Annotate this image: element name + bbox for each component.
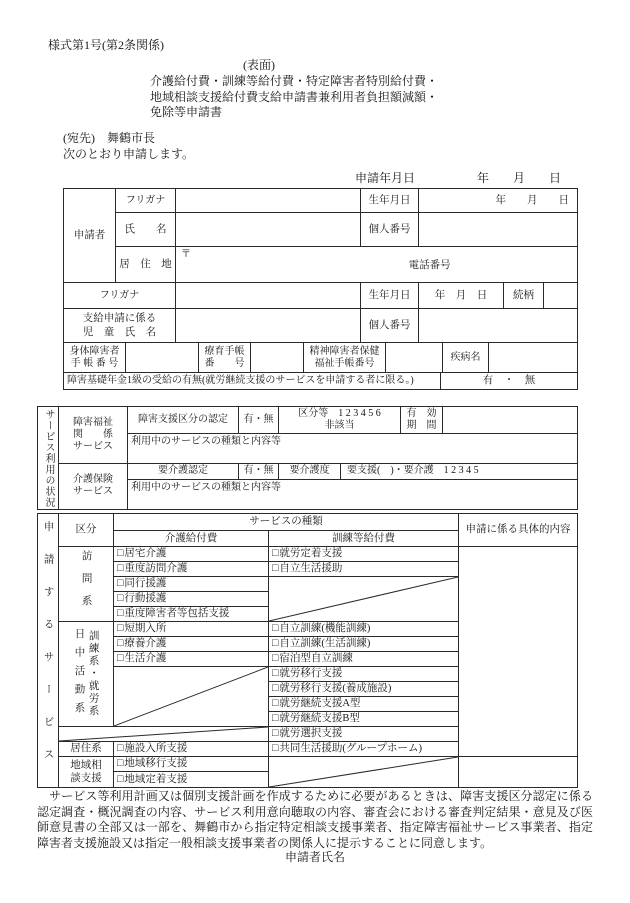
child-furigana-label: フリガナ	[64, 283, 176, 309]
application-date-label: 申請年月日	[355, 171, 416, 185]
checkbox-icon: □	[117, 548, 124, 560]
service-item[interactable]: □ 就労移行支援(養成施設)	[269, 682, 459, 697]
kunren-header: 訓練等給付費	[269, 531, 459, 547]
intro-text: 次のとおり申請します。	[63, 147, 195, 161]
disease-field[interactable]	[489, 343, 577, 372]
checkbox-icon: □	[272, 548, 279, 560]
checkbox-icon: □	[272, 728, 279, 740]
phone-label: 電話番号	[408, 260, 451, 271]
welfare-services-label: 障害福祉 関 係 サービス	[59, 407, 128, 463]
consent-paragraph: サービス等利用計画又は個別支援計画を作成するために必要があるときは、障害支援区分認定に係る認定調査・概況調査の内容、サービス利用意向聴取の内容、審査会における審査判定結果・意見及び医師意見書の全部又は一部を、舞鶴市から指定特定相談支援事業者、指定障害福祉サービス事業者、指定障害者支援施設又は指定一般相談支援事業者の関係人に提示することに同意します。	[37, 789, 593, 850]
checkbox-icon: □	[117, 653, 124, 665]
welfare-cert-label: 障害支援区分の認定	[128, 407, 239, 433]
applicant-name-field[interactable]	[176, 213, 361, 247]
pension-choice[interactable]: 有 ・ 無	[482, 375, 536, 387]
applicant-table	[63, 188, 578, 390]
form-number: 様式第1号(第2条関係)	[48, 38, 164, 52]
service-item[interactable]: □ 就労選択支援	[269, 727, 459, 742]
detail-header: 申請に係る具体的内容	[459, 514, 577, 547]
service-item[interactable]: □ 施設入所支援	[114, 742, 269, 757]
group-daytime: 日中活動系 訓練系・就労系	[59, 622, 114, 727]
service-item[interactable]: □ 宿泊型自立訓練	[269, 652, 459, 667]
mental-handbook-label: 精神障害者保健 福祉手帳番号	[304, 343, 386, 372]
kubun-header: 区分	[59, 514, 114, 547]
applicant-id-field[interactable]	[419, 213, 577, 247]
kaigo-insurance-label: 介護保険 サービス	[59, 464, 128, 509]
child-relation-label: 続柄	[504, 283, 544, 309]
ryoiku-handbook-label: 療育手帳 番 号	[199, 343, 251, 372]
service-item[interactable]: □ 短期入所	[114, 622, 269, 637]
service-item[interactable]: □ 自立訓練(機能訓練)	[269, 622, 459, 637]
postal-mark: 〒	[181, 249, 191, 260]
applicant-name-label: 氏 名	[116, 213, 176, 247]
service-status-table	[37, 406, 578, 510]
child-relation-field[interactable]	[544, 283, 577, 309]
service-item[interactable]: □ 重度訪問介護	[114, 562, 269, 577]
empty-diagonal-cell	[269, 757, 459, 787]
detail-field[interactable]	[459, 757, 577, 787]
checkbox-icon: □	[117, 623, 124, 635]
child-id-label: 個人番号	[361, 309, 419, 343]
section-label-requested-services: 申請するサービス	[38, 514, 59, 787]
group-homon: 訪問系	[59, 547, 114, 622]
service-item[interactable]: □ 生活介護	[114, 652, 269, 667]
handbook-row	[64, 343, 577, 373]
diagonal-line	[269, 577, 458, 621]
group-chiiki: 地域相 談支援	[59, 757, 114, 787]
checkbox-icon: □	[272, 683, 279, 695]
form-title	[150, 74, 438, 121]
disease-label: 疾病名	[443, 343, 489, 372]
checkbox-icon: □	[117, 773, 124, 785]
kaigo-cert-label: 要介護認定	[128, 464, 239, 479]
service-item[interactable]: □ 就労定着支援	[269, 547, 459, 562]
child-name-label-line2: 児 童 氏 名	[82, 326, 157, 338]
physical-handbook-label: 身体障害者 手 帳 番 号	[64, 343, 126, 372]
checkbox-icon: □	[272, 653, 279, 665]
service-item[interactable]: □ 共同生活援助(グループホーム)	[269, 742, 459, 757]
welfare-in-use-field[interactable]: 利用中のサービスの種類と内容等	[131, 436, 281, 447]
checkbox-icon: □	[272, 713, 279, 725]
diagonal-line	[269, 757, 458, 787]
service-type-header: サービスの種類	[114, 514, 459, 531]
child-birth-field[interactable]: 年 月 日	[419, 283, 504, 309]
checkbox-icon: □	[117, 743, 124, 755]
service-item[interactable]: □ 同行援護	[114, 577, 269, 592]
child-id-field[interactable]	[419, 309, 577, 343]
kaigo-level-choice[interactable]: 要支援( )・要介護 1 2 3 4 5	[347, 465, 479, 477]
service-item[interactable]: □ 就労移行支援	[269, 667, 459, 682]
kaigo-cert-row	[128, 464, 577, 480]
child-birth-label: 生年月日	[361, 283, 419, 309]
welfare-cert-choice[interactable]: 有・無	[239, 407, 279, 433]
form-title-line3: 免除等申請書	[150, 105, 223, 120]
kaigo-cert-choice[interactable]: 有・無	[239, 464, 279, 479]
child-name-label	[64, 309, 176, 343]
service-item[interactable]: □ 自立訓練(生活訓練)	[269, 637, 459, 652]
service-item[interactable]: □ 行動援護	[114, 592, 269, 607]
group-kyoju: 居住系	[59, 742, 114, 757]
applicant-address-field[interactable]	[176, 247, 577, 283]
form-title-line1: 介護給付費・訓練等給付費・特定障害者特別給付費・	[150, 74, 439, 88]
child-furigana-field[interactable]	[176, 283, 361, 309]
child-name-field[interactable]	[176, 309, 361, 343]
service-item[interactable]: □ 就労継続支援B型	[269, 712, 459, 727]
application-date-value[interactable]: 年 月 日	[477, 171, 562, 185]
welfare-cert-row	[128, 407, 577, 434]
side-label: (表面)	[243, 58, 275, 72]
ryoiku-handbook-field[interactable]	[251, 343, 304, 372]
welfare-period-label: 有 効 期 間	[401, 407, 443, 433]
checkbox-icon: □	[272, 623, 279, 635]
applicant-birth-field[interactable]: 年 月 日	[419, 189, 577, 213]
pension-label: 障害基礎年金1級の受給の有無(就労継続支援のサービスを申請する者に限る。)	[64, 373, 441, 389]
requested-services-table	[37, 513, 578, 788]
checkbox-icon: □	[117, 608, 124, 620]
detail-field[interactable]	[459, 547, 577, 757]
service-item[interactable]: □ 自立生活援助	[269, 562, 459, 577]
welfare-class-choice[interactable]: 区分等 1 2 3 4 5 6 非該当	[279, 407, 401, 433]
checkbox-icon: □	[117, 593, 124, 605]
applicant-signature-label: 申請者氏名	[284, 850, 345, 864]
diagonal-line	[59, 727, 268, 741]
applicant-id-label: 個人番号	[361, 213, 419, 247]
mental-handbook-field[interactable]	[386, 343, 443, 372]
empty-diagonal-cell	[114, 667, 269, 727]
applicant-furigana-label: フリガナ	[116, 189, 176, 213]
applicant-birth-label: 生年月日	[361, 189, 419, 213]
service-item[interactable]: □ 居宅介護	[114, 547, 269, 562]
service-item[interactable]: □ 地域定着支援	[114, 772, 269, 787]
form-title-line2: 地域相談支援給付費支給申請書兼利用者負担額減額・	[150, 89, 439, 104]
checkbox-icon: □	[272, 743, 279, 755]
welfare-period-field[interactable]	[443, 407, 577, 433]
section-label-service-status: サービス利用の状況	[38, 407, 59, 509]
applicant-furigana-field[interactable]	[176, 189, 361, 213]
applicant-address-label: 居 住 地	[116, 247, 176, 283]
physical-handbook-field[interactable]	[126, 343, 199, 372]
kaigo-level-label: 要介護度	[279, 464, 341, 479]
checkbox-icon: □	[117, 578, 124, 590]
kaigo-insurance-group	[59, 464, 577, 509]
diagonal-line	[114, 667, 268, 726]
welfare-services-group	[59, 407, 577, 464]
checkbox-icon: □	[117, 638, 124, 650]
checkbox-icon: □	[117, 758, 124, 770]
addressee: (宛先) 舞鶴市長	[63, 131, 155, 145]
checkbox-icon: □	[117, 563, 124, 575]
kaigo-header: 介護給付費	[114, 531, 269, 547]
checkbox-icon: □	[272, 638, 279, 650]
kaigo-in-use-field[interactable]: 利用中のサービスの種類と内容等	[131, 481, 281, 493]
empty-diagonal-cell	[59, 727, 269, 742]
pension-row	[64, 373, 577, 389]
child-name-label-line1: 支給申請に係る	[82, 313, 157, 325]
applicant-group-label: 申請者	[64, 189, 116, 283]
service-item[interactable]: □ 就労継続支援A型	[269, 697, 459, 712]
checkbox-icon: □	[272, 668, 279, 680]
checkbox-icon: □	[272, 698, 279, 710]
service-item[interactable]: □ 地域移行支援	[114, 757, 269, 772]
empty-diagonal-cell	[269, 577, 459, 622]
service-item[interactable]: □ 療養介護	[114, 637, 269, 652]
checkbox-icon: □	[272, 563, 279, 575]
service-item[interactable]: □ 重度障害者等包括支援	[114, 607, 269, 622]
